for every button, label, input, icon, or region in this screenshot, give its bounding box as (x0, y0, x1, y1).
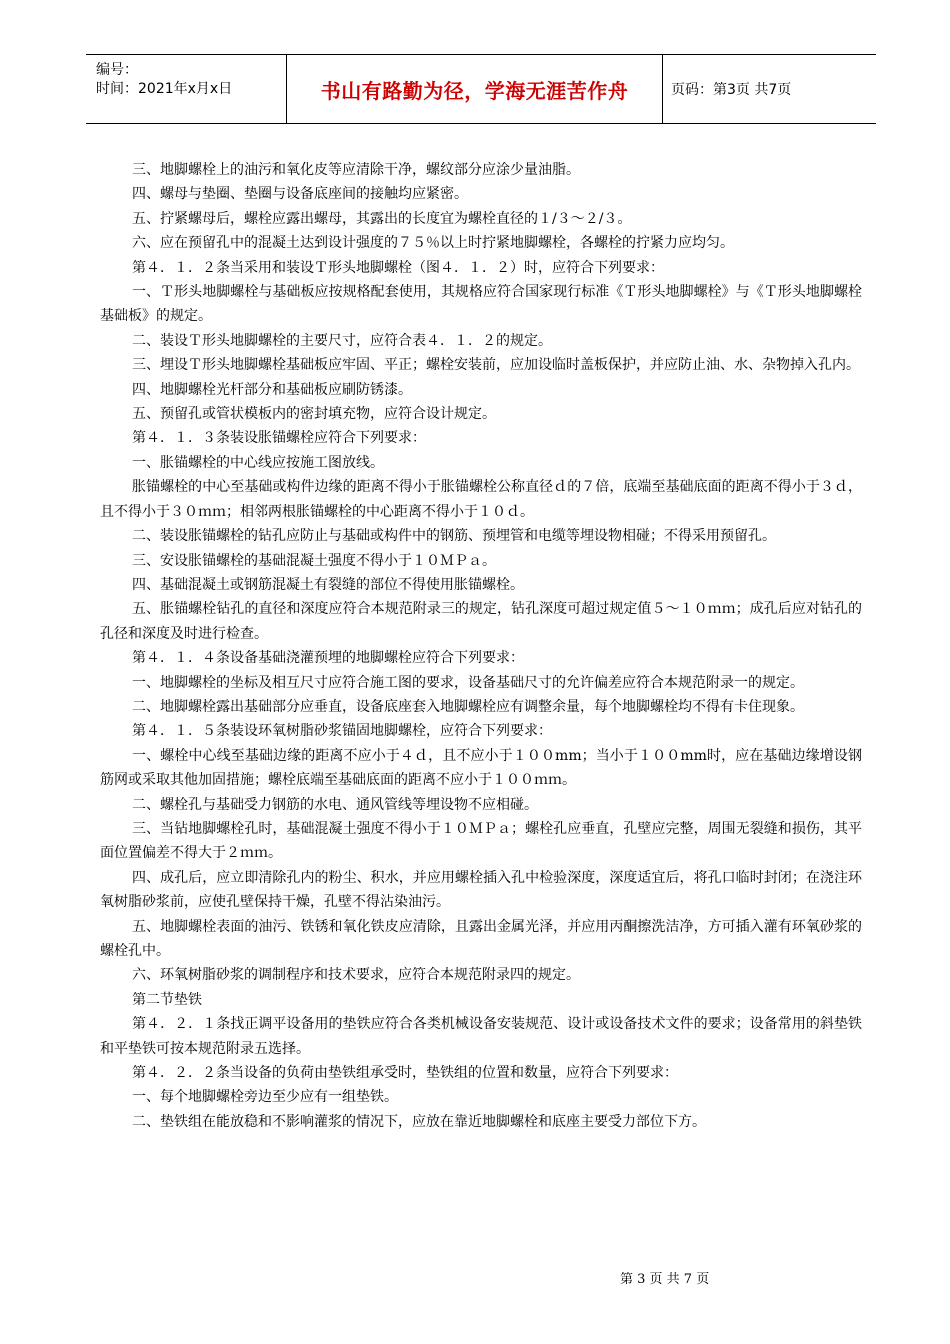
document-body (100, 158, 862, 1134)
paragraph: 二、地脚螺栓露出基础部分应垂直，设备底座套入地脚螺栓应有调整余量，每个地脚螺栓均不得有卡住现象。 (132, 698, 804, 715)
paragraph: 二、垫铁组在能放稳和不影响灌浆的情况下，应放在靠近地脚螺栓和底座主要受力部位下方。 (132, 1113, 706, 1130)
paragraph: 一、每个地脚螺栓旁边至少应有一组垫铁。 (132, 1089, 398, 1106)
paragraph: 一、Ｔ形头地脚螺栓与基础板应按规格配套使用，其规格应符合国家现行标准《Ｔ形头地脚螺栓》与《Ｔ形头地脚螺栓基础板》的规定。 (100, 284, 862, 325)
paragraph: 五、胀锚螺栓钻孔的直径和深度应符合本规范附录三的规定，钻孔深度可超过规定值５～１０ｍｍ；成孔后应对钻孔的孔径和深度及时进行检查。 (100, 601, 862, 642)
paragraph: 一、胀锚螺栓的中心线应按施工图放线。 (132, 454, 384, 471)
paragraph: 三、当钻地脚螺栓孔时，基础混凝土强度不得小于１０ＭＰａ；螺栓孔应垂直，孔壁应完整，周围无裂缝和损伤，其平面位置偏差不得大于２ｍｍ。 (100, 820, 862, 862)
paragraph: 第４．１．５条装设环氧树脂砂浆锚固地脚螺栓，应符合下列要求： (132, 723, 552, 740)
paragraph: 二、装设Ｔ形头地脚螺栓的主要尺寸，应符合表４．１．２的规定。 (132, 332, 552, 349)
paragraph: 四、地脚螺栓光杆部分和基础板应刷防锈漆。 (132, 381, 412, 398)
paragraph: 二、装设胀锚螺栓的钻孔应防止与基础或构件中的钢筋、预埋管和电缆等埋设物相碰；不得采用预留孔。 (132, 528, 776, 545)
paragraph: 五、预留孔或管状模板内的密封填充物，应符合设计规定。 (132, 406, 496, 423)
paragraph: 六、环氧树脂砂浆的调制程序和技术要求，应符合本规范附录四的规定。 (132, 967, 580, 984)
paragraph: 五、拧紧螺母后，螺栓应露出螺母，其露出的长度宜为螺栓直径的１/３～２/３。 (132, 210, 632, 227)
paragraph: 第４．１．４条设备基础浇灌预埋的地脚螺栓应符合下列要求： (132, 650, 524, 667)
paragraph: 三、埋设Ｔ形头地脚螺栓基础板应牢固、平正；螺栓安装前，应加设临时盖板保护，并应防止油、水、杂物掉入孔内。 (132, 357, 860, 374)
paragraph: 一、地脚螺栓的坐标及相互尺寸应符合施工图的要求，设备基础尺寸的允许偏差应符合本规范附录一的规定。 (132, 674, 804, 691)
section-heading: 第二节垫铁 (132, 991, 202, 1008)
paragraph: 一、螺栓中心线至基础边缘的距离不应小于４ｄ，且不应小于１００mm；当小于１００mm时，应在基础边缘增设钢筋网或采取其他加固措施；螺栓底端至基础底面的距离不应小于１００ｍｍ。 (100, 747, 862, 789)
document-number-label: 编号： (96, 62, 138, 78)
page-header (86, 54, 876, 124)
header-motto: 书山有路勤为径，学海无涯苦作舟 (287, 55, 663, 123)
paragraph: 五、地脚螺栓表面的油污、铁锈和氧化铁皮应清除，且露出金属光泽，并应用丙酮擦洗洁净，方可插入灌有环氧砂浆的螺栓孔中。 (100, 918, 862, 959)
header-meta (86, 55, 287, 123)
paragraph: 三、地脚螺栓上的油污和氧化皮等应清除干净，螺纹部分应涂少量油脂。 (132, 162, 580, 178)
paragraph: 第４．１．２条当采用和装设Ｔ形头地脚螺栓（图４．１．２）时，应符合下列要求： (132, 259, 664, 276)
paragraph: 第４．１．３条装设胀锚螺栓应符合下列要求： (132, 430, 426, 447)
paragraph: 四、螺母与垫圈、垫圈与设备底座间的接触均应紧密。 (132, 186, 468, 203)
paragraph: 第４．２．２条当设备的负荷由垫铁组承受时，垫铁组的位置和数量，应符合下列要求： (132, 1065, 678, 1082)
paragraph: 四、成孔后，应立即清除孔内的粉尘、积水，并应用螺栓插入孔中检验深度，深度适宜后，将孔口临时封闭；在浇注环氧树脂砂浆前，应使孔壁保持干燥，孔壁不得沾染油污。 (100, 869, 862, 911)
paragraph: 胀锚螺栓的中心至基础或构件边缘的距离不得小于胀锚螺栓公称直径ｄ的７倍，底端至基础底面的距离不得小于３ｄ，且不得小于３０ｍｍ；相邻两根胀锚螺栓的中心距离不得小于１０ｄ。 (100, 479, 862, 520)
paragraph: 二、螺栓孔与基础受力钢筋的水电、通风管线等埋设物不应相碰。 (132, 796, 538, 813)
paragraph: 四、基础混凝土或钢筋混凝土有裂缝的部位不得使用胀锚螺栓。 (132, 576, 524, 593)
page-footer: 第 3 页 共 7 页 (620, 1272, 710, 1287)
header-page-number: 页码：第3页 共7页 (671, 82, 792, 98)
document-date-label: 时间：2021年x月x日 (96, 81, 233, 97)
paragraph: 第４．２．１条找正调平设备用的垫铁应符合各类机械设备安装规范、设计或设备技术文件的要求；设备常用的斜垫铁和平垫铁可按本规范附录五选择。 (100, 1016, 862, 1057)
paragraph: 六、应在预留孔中的混凝土达到设计强度的７５％以上时拧紧地脚螺栓，各螺栓的拧紧力应均匀。 (132, 235, 734, 252)
paragraph: 三、安设胀锚螺栓的基础混凝土强度不得小于１０ＭＰａ。 (132, 552, 496, 569)
